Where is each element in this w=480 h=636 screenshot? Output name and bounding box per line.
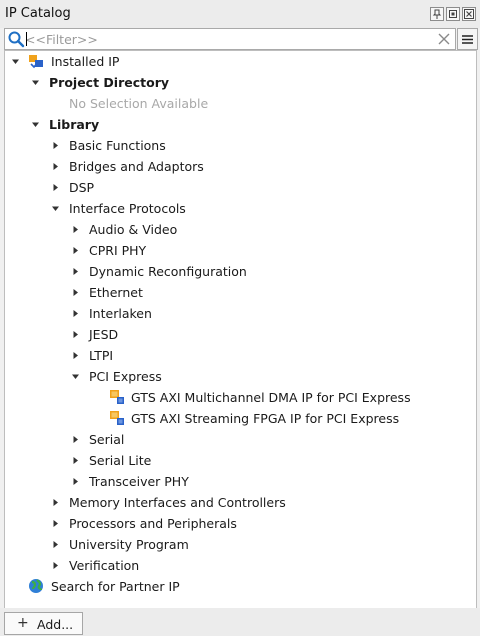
tree-item-interface-protocols[interactable]	[5, 198, 476, 219]
tree-item-basic-functions[interactable]	[5, 135, 476, 156]
tree-label: Serial Lite	[89, 453, 152, 468]
tree-label: Library	[49, 117, 100, 132]
tree-label: Bridges and Adaptors	[69, 159, 204, 174]
tree-label: Interlaken	[89, 306, 152, 321]
tree-item-bridges-adaptors[interactable]	[5, 156, 476, 177]
tree-label: Basic Functions	[69, 138, 166, 153]
panel-titlebar	[0, 0, 480, 28]
filter-options-button[interactable]	[457, 28, 478, 50]
tree-label: Verification	[69, 558, 140, 573]
tree-item-processors[interactable]	[5, 513, 476, 534]
tree-label: Processors and Peripherals	[69, 516, 237, 531]
filter-bar	[4, 28, 456, 50]
collapsed-arrow-icon[interactable]	[51, 183, 60, 192]
tree-label: Audio & Video	[89, 222, 178, 237]
ip-core-icon	[109, 389, 125, 405]
tree-item-pci-express[interactable]	[5, 366, 476, 387]
tree-label: PCI Express	[89, 369, 162, 384]
collapsed-arrow-icon[interactable]	[71, 477, 80, 486]
tree-label: Project Directory	[49, 75, 170, 90]
tree-item-no-selection	[5, 93, 476, 114]
tree-item-gts-dma[interactable]	[5, 387, 476, 408]
collapsed-arrow-icon[interactable]	[71, 351, 80, 360]
tree-item-university-program[interactable]	[5, 534, 476, 555]
tree-label: Ethernet	[89, 285, 143, 300]
tree-label: DSP	[69, 180, 95, 195]
tree-label: JESD	[89, 327, 119, 342]
float-icon[interactable]	[446, 7, 460, 21]
collapsed-arrow-icon[interactable]	[71, 267, 80, 276]
expanded-arrow-icon[interactable]	[71, 372, 80, 381]
tree-item-installed-ip[interactable]	[5, 51, 476, 72]
globe-icon	[28, 578, 44, 594]
add-button[interactable]	[4, 612, 83, 635]
tree-item-cpri-phy[interactable]	[5, 240, 476, 261]
filter-input[interactable]	[25, 29, 433, 49]
tree-item-dynamic-reconfiguration[interactable]	[5, 261, 476, 282]
collapsed-arrow-icon[interactable]	[71, 246, 80, 255]
tree-item-gts-streaming[interactable]	[5, 408, 476, 429]
tree-label: Installed IP	[51, 54, 120, 69]
panel-footer	[0, 608, 480, 636]
tree-label: LTPI	[89, 348, 114, 363]
collapsed-arrow-icon[interactable]	[71, 288, 80, 297]
pin-icon[interactable]	[430, 7, 444, 21]
expanded-arrow-icon[interactable]	[31, 78, 40, 87]
ip-core-icon	[109, 410, 125, 426]
collapsed-arrow-icon[interactable]	[51, 540, 60, 549]
tree-item-serial[interactable]	[5, 429, 476, 450]
plus-icon: +	[17, 615, 29, 631]
tree-label: GTS AXI Streaming FPGA IP for PCI Express	[131, 411, 400, 426]
tree-label: Transceiver PHY	[89, 474, 189, 489]
tree-item-ethernet[interactable]	[5, 282, 476, 303]
collapsed-arrow-icon[interactable]	[51, 561, 60, 570]
tree-label: No Selection Available	[69, 96, 209, 111]
tree-item-memory-interfaces[interactable]	[5, 492, 476, 513]
tree-item-ltpi[interactable]	[5, 345, 476, 366]
tree-item-audio-video[interactable]	[5, 219, 476, 240]
tree-label: University Program	[69, 537, 189, 552]
text-cursor	[26, 32, 27, 46]
collapsed-arrow-icon[interactable]	[51, 498, 60, 507]
collapsed-arrow-icon[interactable]	[71, 456, 80, 465]
tree-item-verification[interactable]	[5, 555, 476, 576]
collapsed-arrow-icon[interactable]	[51, 141, 60, 150]
tree-label: Serial	[89, 432, 125, 447]
installed-ip-icon	[28, 53, 44, 69]
tree-item-search-partner-ip[interactable]	[5, 576, 476, 597]
tree-item-transceiver-phy[interactable]	[5, 471, 476, 492]
add-button-label: Add...	[37, 617, 74, 632]
tree-label: CPRI PHY	[89, 243, 147, 258]
collapsed-arrow-icon[interactable]	[71, 309, 80, 318]
expanded-arrow-icon[interactable]	[51, 204, 60, 213]
tree-item-dsp[interactable]	[5, 177, 476, 198]
tree-label: Dynamic Reconfiguration	[89, 264, 247, 279]
menu-lines-icon	[458, 29, 477, 49]
tree-label: GTS AXI Multichannel DMA IP for PCI Express	[131, 390, 411, 405]
tree-item-jesd[interactable]	[5, 324, 476, 345]
tree-label: Search for Partner IP	[51, 579, 180, 594]
tree-label: Interface Protocols	[69, 201, 186, 216]
tree-item-project-directory[interactable]	[5, 72, 476, 93]
tree-item-library[interactable]	[5, 114, 476, 135]
collapsed-arrow-icon[interactable]	[71, 330, 80, 339]
expanded-arrow-icon[interactable]	[11, 57, 20, 66]
search-icon[interactable]	[7, 30, 25, 48]
collapsed-arrow-icon[interactable]	[71, 435, 80, 444]
close-icon[interactable]	[462, 7, 476, 21]
tree-label: Memory Interfaces and Controllers	[69, 495, 286, 510]
tree-item-serial-lite[interactable]	[5, 450, 476, 471]
tree-item-interlaken[interactable]	[5, 303, 476, 324]
ip-tree	[4, 50, 477, 609]
collapsed-arrow-icon[interactable]	[51, 162, 60, 171]
collapsed-arrow-icon[interactable]	[51, 519, 60, 528]
expanded-arrow-icon[interactable]	[31, 120, 40, 129]
clear-filter-icon[interactable]	[437, 32, 451, 46]
collapsed-arrow-icon[interactable]	[71, 225, 80, 234]
panel-title: IP Catalog	[5, 6, 71, 21]
